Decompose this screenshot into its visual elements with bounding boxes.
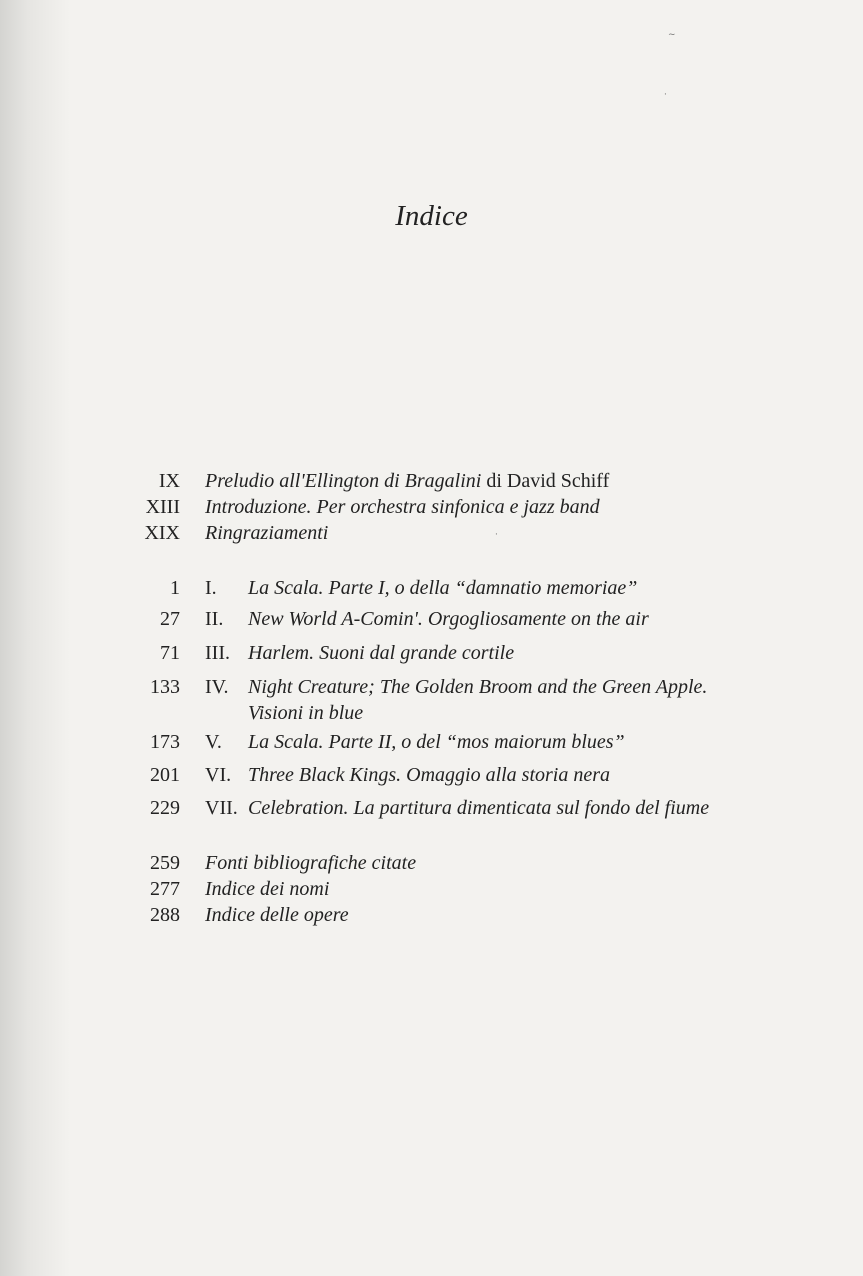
toc-entry-chapter-4-cont: [0, 702, 863, 732]
chapter-numeral: II.: [205, 608, 224, 630]
page-gutter-shadow: [0, 0, 70, 1276]
toc-title: Fonti bibliografiche citate: [205, 852, 417, 874]
chapter-numeral: V.: [205, 731, 222, 753]
toc-entry-chapter-6[interactable]: [0, 764, 863, 794]
toc-title: Three Black Kings. Omaggio alla storia nera: [248, 764, 611, 786]
toc-page-number: 288: [150, 904, 180, 926]
toc-page-number: IX: [158, 470, 180, 492]
toc-title: Harlem. Suoni dal grande cortile: [248, 642, 515, 664]
toc-title: Ringraziamenti: [205, 522, 329, 544]
paper-speck: ~: [668, 30, 676, 40]
toc-entry-chapter-7[interactable]: [0, 797, 863, 827]
toc-page-number: 277: [150, 878, 180, 900]
toc-entry-chapter-5[interactable]: [0, 731, 863, 761]
toc-page-number: XIII: [145, 496, 180, 518]
toc-title: Introduzione. Per orchestra sinfonica e jazz band: [205, 496, 600, 518]
toc-page-number: 1: [170, 577, 180, 599]
toc-title: Celebration. La partitura dimenticata sul fondo del fiume: [248, 797, 710, 819]
toc-title: Indice delle opere: [205, 904, 349, 926]
toc-page-number: 27: [160, 608, 180, 630]
chapter-numeral: III.: [205, 642, 230, 664]
toc-title: Indice dei nomi: [205, 878, 330, 900]
toc-page-number: XIX: [144, 522, 180, 544]
page-title: Indice: [395, 200, 468, 232]
toc-entry-chapter-1[interactable]: [0, 577, 863, 607]
toc-title: New World A-Comin'. Orgogliosamente on the air: [248, 608, 649, 630]
toc-page-number: 133: [150, 676, 180, 698]
toc-title-continuation: Visioni in blue: [248, 702, 364, 724]
toc-title: La Scala. Parte II, o del “mos maiorum blues”: [248, 731, 625, 753]
chapter-numeral: VI.: [205, 764, 232, 786]
toc-title: La Scala. Parte I, o della “damnatio memoriae”: [248, 577, 638, 599]
toc-title: Night Creature; The Golden Broom and the Green Apple.: [248, 676, 708, 698]
toc-page-number: 71: [160, 642, 180, 664]
toc-title: Preludio all'Ellington di Bragalini di David Schiff: [205, 470, 610, 492]
chapter-numeral: I.: [205, 577, 217, 599]
chapter-numeral: VII.: [205, 797, 238, 819]
toc-page-number: 173: [150, 731, 180, 753]
toc-page-number: 201: [150, 764, 180, 786]
toc-page-number: 259: [150, 852, 180, 874]
toc-entry-chapter-3[interactable]: [0, 642, 863, 672]
toc-page-number: 229: [150, 797, 180, 819]
paper-speck: ·: [664, 90, 667, 100]
toc-entry-chapter-2[interactable]: [0, 608, 863, 638]
chapter-numeral: IV.: [205, 676, 229, 698]
toc-entry-ringraziamenti[interactable]: [0, 522, 863, 552]
toc-entry-indice-opere[interactable]: [0, 904, 863, 934]
paper-speck: ·: [495, 530, 498, 540]
